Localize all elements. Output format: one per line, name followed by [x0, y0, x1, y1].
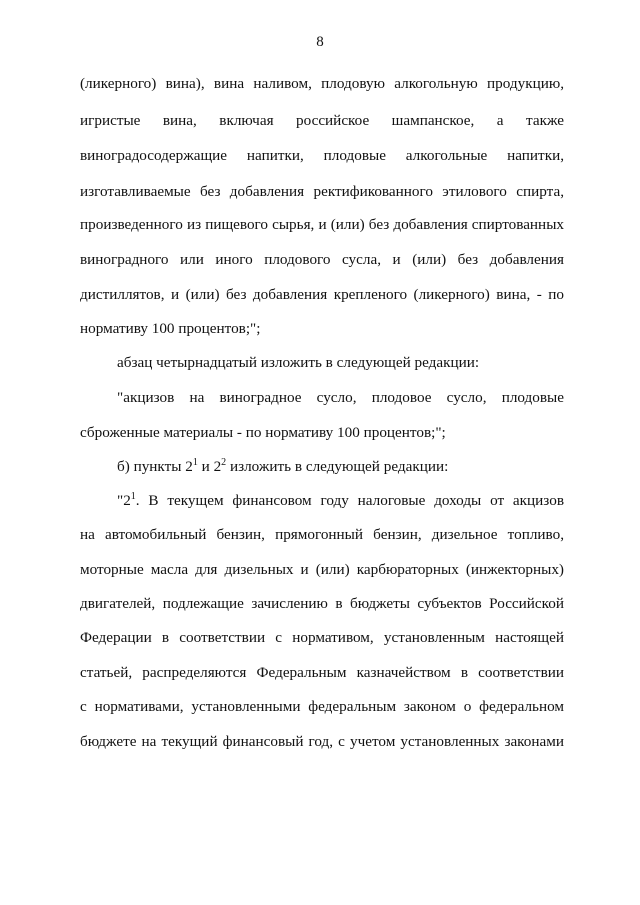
text-line: изготавливаемые без добавления ректификованного этилового спирта,: [80, 183, 564, 200]
superscript: 1: [192, 457, 198, 468]
point-21-line: [117, 491, 564, 511]
text-line: нормативу 100 процентов;";: [80, 320, 261, 337]
text-line: двигателей, подлежащие зачислению в бюджеты субъектов Российской: [80, 595, 564, 612]
text-line: сброженные материалы - по нормативу 100 процентов;";: [80, 424, 446, 441]
text-line: игристые вина, включая российское шампанское, а также: [80, 112, 564, 129]
point-b-line: [117, 457, 564, 477]
superscript: 2: [221, 457, 227, 468]
superscript: 1: [130, 491, 136, 502]
point-b-prefix: б) пункты 2: [117, 458, 193, 475]
point-21-prefix: "2: [117, 492, 131, 509]
point-21-suffix: . В текущем финансовом году налоговые доходы от акцизов: [135, 492, 564, 509]
text-line: статьей, распределяются Федеральным казначейством в соответствии: [80, 664, 564, 681]
text-line: на автомобильный бензин, прямогонный бензин, дизельное топливо,: [80, 526, 564, 543]
text-line: Федерации в соответствии с нормативом, установленным настоящей: [80, 629, 564, 646]
text-line: (ликерного) вина), вина наливом, плодовую алкогольную продукцию,: [80, 75, 564, 92]
page-number: 8: [316, 34, 324, 50]
text-line: с нормативами, установленными федеральным законом о федеральном: [80, 698, 564, 715]
point-b-mid: и 2: [197, 458, 222, 475]
paragraph-line: абзац четырнадцатый изложить в следующей редакции:: [117, 354, 480, 371]
text-line: моторные масла для дизельных и (или) карбюраторных (инжекторных): [80, 561, 564, 578]
text-line: бюджете на текущий финансовый год, с учетом установленных законами: [80, 733, 564, 750]
text-line: виноградосодержащие напитки, плодовые алкогольные напитки,: [80, 147, 564, 164]
text-line: произведенного из пищевого сырья, и (или) без добавления спиртованных: [80, 216, 564, 233]
text-line: дистиллятов, и (или) без добавления крепленого (ликерного) вина, - по: [80, 286, 564, 303]
text-line: виноградного или иного плодового сусла, и (или) без добавления: [80, 251, 564, 268]
paragraph-line: "акцизов на виноградное сусло, плодовое сусло, плодовые: [117, 389, 564, 406]
point-b-suffix: изложить в следующей редакции:: [226, 458, 449, 475]
